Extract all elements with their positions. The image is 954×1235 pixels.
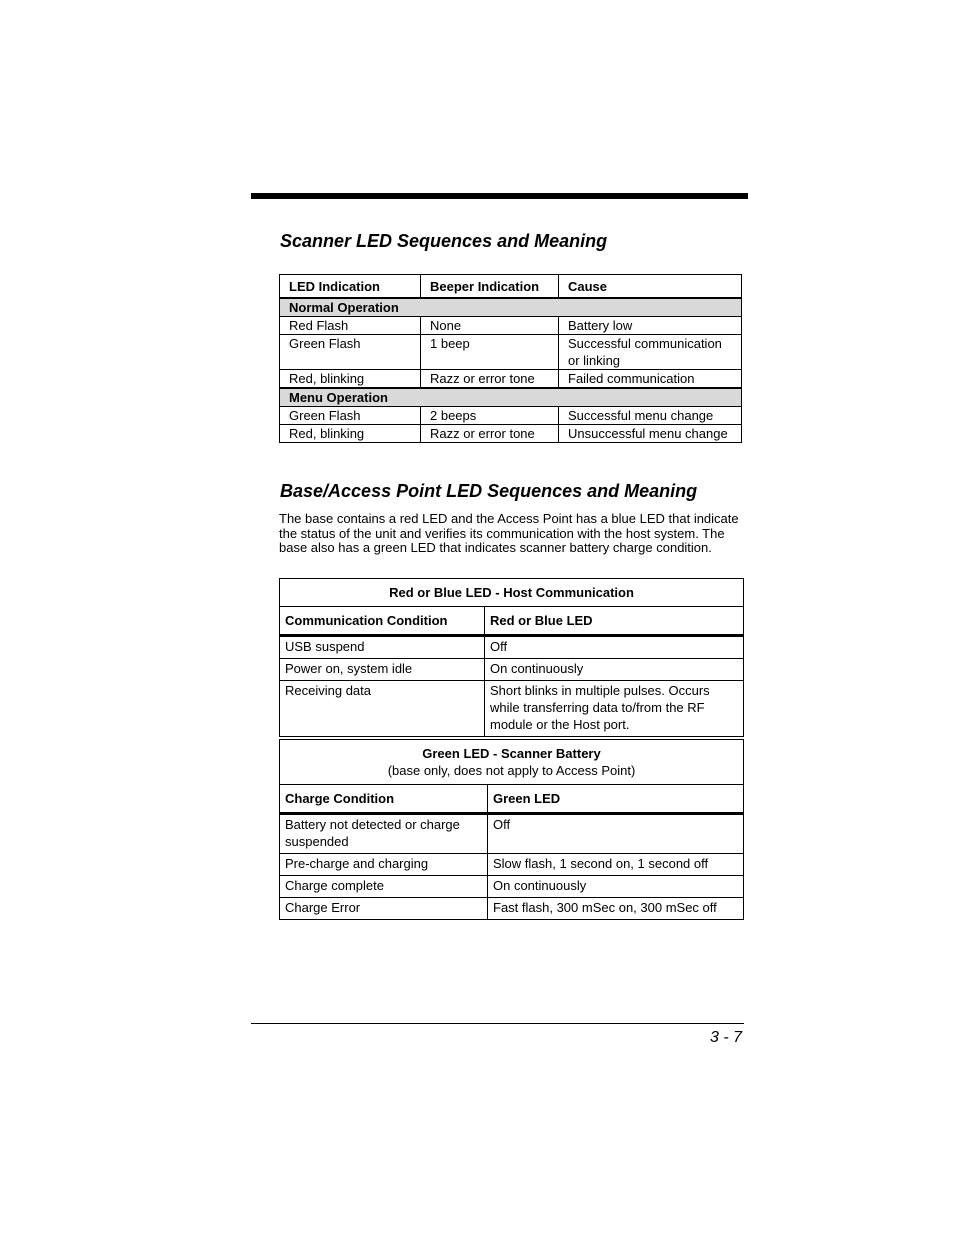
section-row-normal-operation (280, 298, 742, 317)
table-cell: None (421, 317, 559, 335)
top-rule (251, 193, 748, 199)
table-row (280, 659, 744, 681)
table-row (280, 317, 742, 335)
scanner-led-table (279, 274, 742, 443)
scanner-battery-table (279, 739, 744, 920)
table-cell: Razz or error tone (421, 425, 559, 443)
base-section-title: Base/Access Point LED Sequences and Meaning (280, 481, 698, 501)
table-cell: Razz or error tone (421, 370, 559, 389)
table-cell: Power on, system idle (280, 659, 485, 681)
table-cell: Short blinks in multiple pulses. Occurs while transferring data to/from the RF module or the Host port. (485, 681, 744, 737)
table-caption: Red or Blue LED - Host Communication (280, 579, 744, 607)
table-cell: Fast flash, 300 mSec on, 300 mSec off (488, 898, 744, 920)
table-caption-row (280, 579, 744, 607)
table-row (280, 814, 744, 854)
table-cell: Red, blinking (280, 370, 421, 389)
section-row-menu-operation (280, 388, 742, 407)
table-row (280, 370, 742, 389)
table-cell: Battery not detected or charge suspended (280, 814, 488, 854)
table-row (280, 407, 742, 425)
table-cell: Successful communication or linking (559, 335, 742, 370)
table-cell: Pre-charge and charging (280, 854, 488, 876)
table-row (280, 425, 742, 443)
table-caption-row (280, 740, 744, 785)
section-label: Normal Operation (280, 298, 742, 317)
table-cell: Failed communication (559, 370, 742, 389)
table-cell: Charge complete (280, 876, 488, 898)
column-header-cause: Cause (559, 275, 742, 299)
table-cell: Unsuccessful menu change (559, 425, 742, 443)
page-number: 3 - 7 (709, 1029, 742, 1046)
base-section-intro: The base contains a red LED and the Access Point has a blue LED that indicate the status of the unit and verifies its communication with the host system. The base also has a green LED that indicates scanner battery charge condition. (279, 511, 739, 555)
table-header-row (280, 275, 742, 299)
table-cell: Green Flash (280, 335, 421, 370)
column-header-communication-condition: Communication Condition (280, 607, 485, 636)
column-header-led-indication: LED Indication (280, 275, 421, 299)
table-row (280, 898, 744, 920)
table-caption: Green LED - Scanner Battery (422, 746, 601, 761)
table-caption-cell (280, 740, 744, 785)
table-cell: Off (485, 636, 744, 659)
table-cell: Battery low (559, 317, 742, 335)
table-row (280, 876, 744, 898)
table-cell: Red Flash (280, 317, 421, 335)
table-cell: On continuously (485, 659, 744, 681)
table-cell: Off (488, 814, 744, 854)
table-row (280, 636, 744, 659)
column-header-green-led: Green LED (488, 785, 744, 814)
table-cell: Charge Error (280, 898, 488, 920)
table-cell: Successful menu change (559, 407, 742, 425)
host-communication-table (279, 578, 744, 737)
table-row (280, 854, 744, 876)
table-header-row (280, 785, 744, 814)
table-cell: Green Flash (280, 407, 421, 425)
table-cell: Receiving data (280, 681, 485, 737)
table-cell: Slow flash, 1 second on, 1 second off (488, 854, 744, 876)
table-cell: Red, blinking (280, 425, 421, 443)
table-cell: 2 beeps (421, 407, 559, 425)
column-header-red-or-blue-led: Red or Blue LED (485, 607, 744, 636)
table-header-row (280, 607, 744, 636)
scanner-section-title: Scanner LED Sequences and Meaning (280, 231, 608, 251)
table-cell: On continuously (488, 876, 744, 898)
table-cell: 1 beep (421, 335, 559, 370)
bottom-rule (251, 1023, 744, 1024)
column-header-charge-condition: Charge Condition (280, 785, 488, 814)
column-header-beeper-indication: Beeper Indication (421, 275, 559, 299)
table-row (280, 335, 742, 370)
table-row (280, 681, 744, 737)
section-label: Menu Operation (280, 388, 742, 407)
table-cell: USB suspend (280, 636, 485, 659)
table-subcaption: (base only, does not apply to Access Point) (387, 763, 636, 778)
